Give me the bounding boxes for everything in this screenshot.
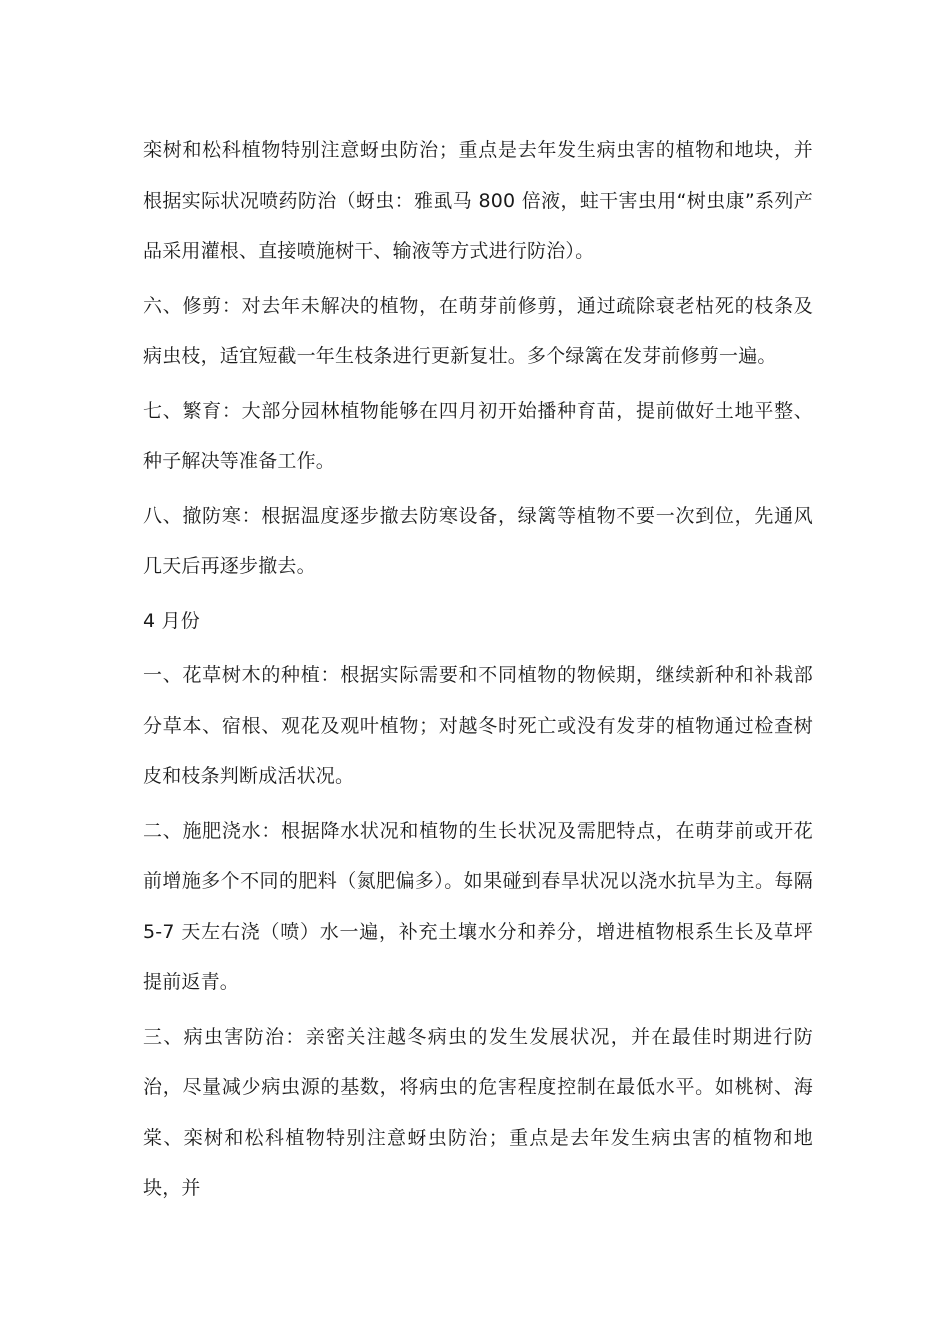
paragraph-pest-control: 三、病虫害防治：亲密关注越冬病虫的发生发展状况，并在最佳时期进行防治，尽量减少病虫源的基数，将病虫的危害程度控制在最低水平。如桃树、海棠、栾树和松科植物特别注意蚜虫防治；重点是去年发生病虫害的植物和地块，并 <box>143 1025 813 1199</box>
paragraph-pest-control-continued: 栾树和松科植物特别注意蚜虫防治；重点是去年发生病虫害的植物和地块，并根据实际状况喷药防治（蚜虫：雅虱马 800 倍液，蛀干害虫用“树虫康”系列产品采用灌根、直接喷施树干、输液等方式进行防治）。 <box>143 139 813 262</box>
document-body <box>143 125 813 1218</box>
paragraph-remove-winter-protection: 八、撤防寒：根据温度逐步撤去防寒设备，绿篱等植物不要一次到位，先通风几天后再逐步撤去。 <box>143 504 813 577</box>
paragraph-pruning: 六、修剪：对去年未解决的植物，在萌芽前修剪，通过疏除衰老枯死的枝条及病虫枝，适宜短截一年生枝条进行更新复壮。多个绿篱在发芽前修剪一遍。 <box>143 294 813 367</box>
paragraph-propagation: 七、繁育：大部分园林植物能够在四月初开始播种育苗，提前做好土地平整、种子解决等准备工作。 <box>143 399 813 472</box>
paragraph-fertilizing-watering: 二、施肥浇水：根据降水状况和植物的生长状况及需肥特点，在萌芽前或开花前增施多个不同的肥料（氮肥偏多）。如果碰到春旱状况以浇水抗旱为主。每隔 5-7 天左右浇（喷）水一遍，补充土壤水分和养分，增进植物根系生长及草坪提前返青。 <box>143 819 813 993</box>
paragraph-planting: 一、花草树木的种植：根据实际需要和不同植物的物候期，继续新种和补栽部分草本、宿根、观花及观叶植物；对越冬时死亡或没有发芽的植物通过检查树皮和枝条判断成活状况。 <box>143 664 813 787</box>
section-heading-april: 4 月份 <box>143 609 200 632</box>
